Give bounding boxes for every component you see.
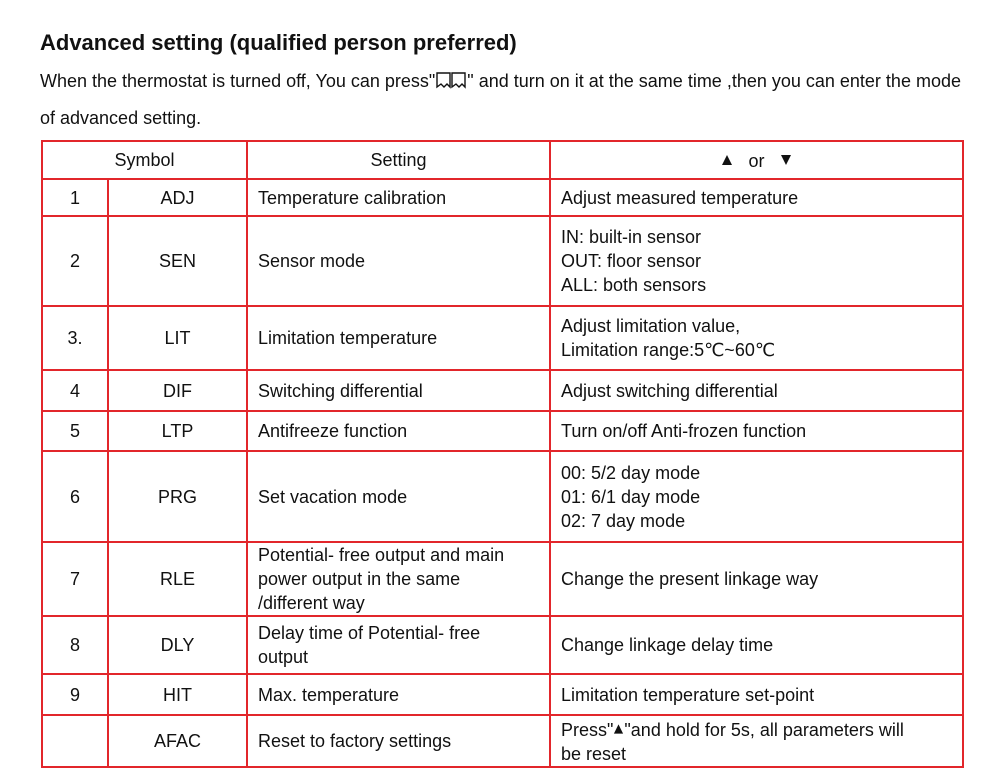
row-action-line: Limitation range:5℃~60℃ <box>561 340 776 360</box>
row-setting-line: output <box>258 647 309 667</box>
row-setting-line: Sensor mode <box>258 251 366 271</box>
row-setting-line: Temperature calibration <box>258 187 447 208</box>
table-row <box>42 179 963 216</box>
row-setting <box>247 370 550 411</box>
intro-text-before: When the thermostat is turned off, You can press" <box>40 71 436 91</box>
row-action <box>550 179 963 216</box>
action-text-before: Press" <box>561 719 614 740</box>
row-number: 5 <box>42 411 108 451</box>
row-action-line: 01: 6/1 day mode <box>561 486 701 507</box>
row-setting <box>247 179 550 216</box>
row-number: 9 <box>42 674 108 715</box>
row-number: 3. <box>42 306 108 370</box>
row-code: LIT <box>108 306 247 370</box>
table-row <box>42 715 963 767</box>
book-key-icon <box>435 67 467 101</box>
table-header-row <box>42 141 963 179</box>
row-action <box>550 411 963 451</box>
row-setting <box>247 306 550 370</box>
row-number: 2 <box>42 216 108 306</box>
row-action <box>550 451 963 542</box>
row-setting <box>247 674 550 715</box>
up-triangle-icon <box>613 717 624 741</box>
row-setting <box>247 411 550 451</box>
header-options <box>550 141 963 179</box>
action-text-line2: be reset <box>561 743 627 764</box>
row-code: DLY <box>108 616 247 674</box>
row-setting-line: Antifreeze function <box>258 421 408 441</box>
row-action <box>550 674 963 715</box>
row-setting-line: Limitation temperature <box>258 328 438 348</box>
down-triangle-icon <box>780 148 792 172</box>
intro-text-after: " and turn on it at the same time ,then you can enter the mode of advanced setting. <box>40 71 961 128</box>
advanced-settings-table <box>41 140 964 768</box>
row-action-line: Change linkage delay time <box>561 635 774 655</box>
row-action-line: Adjust limitation value, <box>561 316 741 336</box>
row-number: 1 <box>42 179 108 216</box>
table-row <box>42 306 963 370</box>
intro-paragraph <box>40 64 980 135</box>
row-code: AFAC <box>108 715 247 767</box>
row-action <box>550 370 963 411</box>
row-action-line: Limitation temperature set-point <box>561 684 815 705</box>
row-setting <box>247 216 550 306</box>
row-action-line: Adjust measured temperature <box>561 187 799 208</box>
row-number: 6 <box>42 451 108 542</box>
action-text-after: "and hold for 5s, all parameters will <box>624 719 904 740</box>
row-action <box>550 216 963 306</box>
row-action <box>550 542 963 616</box>
table-row <box>42 542 963 616</box>
row-action-line: OUT: floor sensor <box>561 251 702 271</box>
row-code: PRG <box>108 451 247 542</box>
row-setting-line: Max. temperature <box>258 684 400 705</box>
row-action-line: 00: 5/2 day mode <box>561 462 701 483</box>
row-setting-line: Set vacation mode <box>258 486 408 507</box>
table-row <box>42 216 963 306</box>
row-action-line: 02: 7 day mode <box>561 510 686 531</box>
row-setting-line: power output in the same <box>258 569 461 589</box>
row-setting-line: /different way <box>258 593 365 613</box>
header-setting: Setting <box>247 141 550 179</box>
row-setting-line: Delay time of Potential- free <box>258 623 481 643</box>
row-action <box>550 715 963 767</box>
row-number: 8 <box>42 616 108 674</box>
row-number: 4 <box>42 370 108 411</box>
table-row <box>42 674 963 715</box>
row-action-line: IN: built-in sensor <box>561 227 702 247</box>
table-row <box>42 411 963 451</box>
row-code: LTP <box>108 411 247 451</box>
row-action-line: Adjust switching differential <box>561 380 778 401</box>
row-code: SEN <box>108 216 247 306</box>
row-action-line: Change the present linkage way <box>561 569 819 589</box>
row-action <box>550 306 963 370</box>
header-symbol: Symbol <box>42 141 247 179</box>
row-number: 7 <box>42 542 108 616</box>
row-code: DIF <box>108 370 247 411</box>
row-code: RLE <box>108 542 247 616</box>
row-setting <box>247 451 550 542</box>
row-setting-line: Potential- free output and main <box>258 545 505 565</box>
row-setting <box>247 616 550 674</box>
table-row <box>42 451 963 542</box>
up-triangle-icon <box>721 148 733 172</box>
table-row <box>42 616 963 674</box>
row-action <box>550 616 963 674</box>
row-number <box>42 715 108 767</box>
row-action-line: ALL: both sensors <box>561 275 707 295</box>
header-or-text: or <box>748 150 765 171</box>
row-setting-line: Switching differential <box>258 380 423 401</box>
table-row <box>42 370 963 411</box>
row-action-line: Turn on/off Anti-frozen function <box>561 421 807 441</box>
row-code: HIT <box>108 674 247 715</box>
page-title: Advanced setting (qualified person preferred) <box>40 30 517 55</box>
row-code: ADJ <box>108 179 247 216</box>
row-setting <box>247 542 550 616</box>
row-setting: Reset to factory settings <box>247 715 550 767</box>
